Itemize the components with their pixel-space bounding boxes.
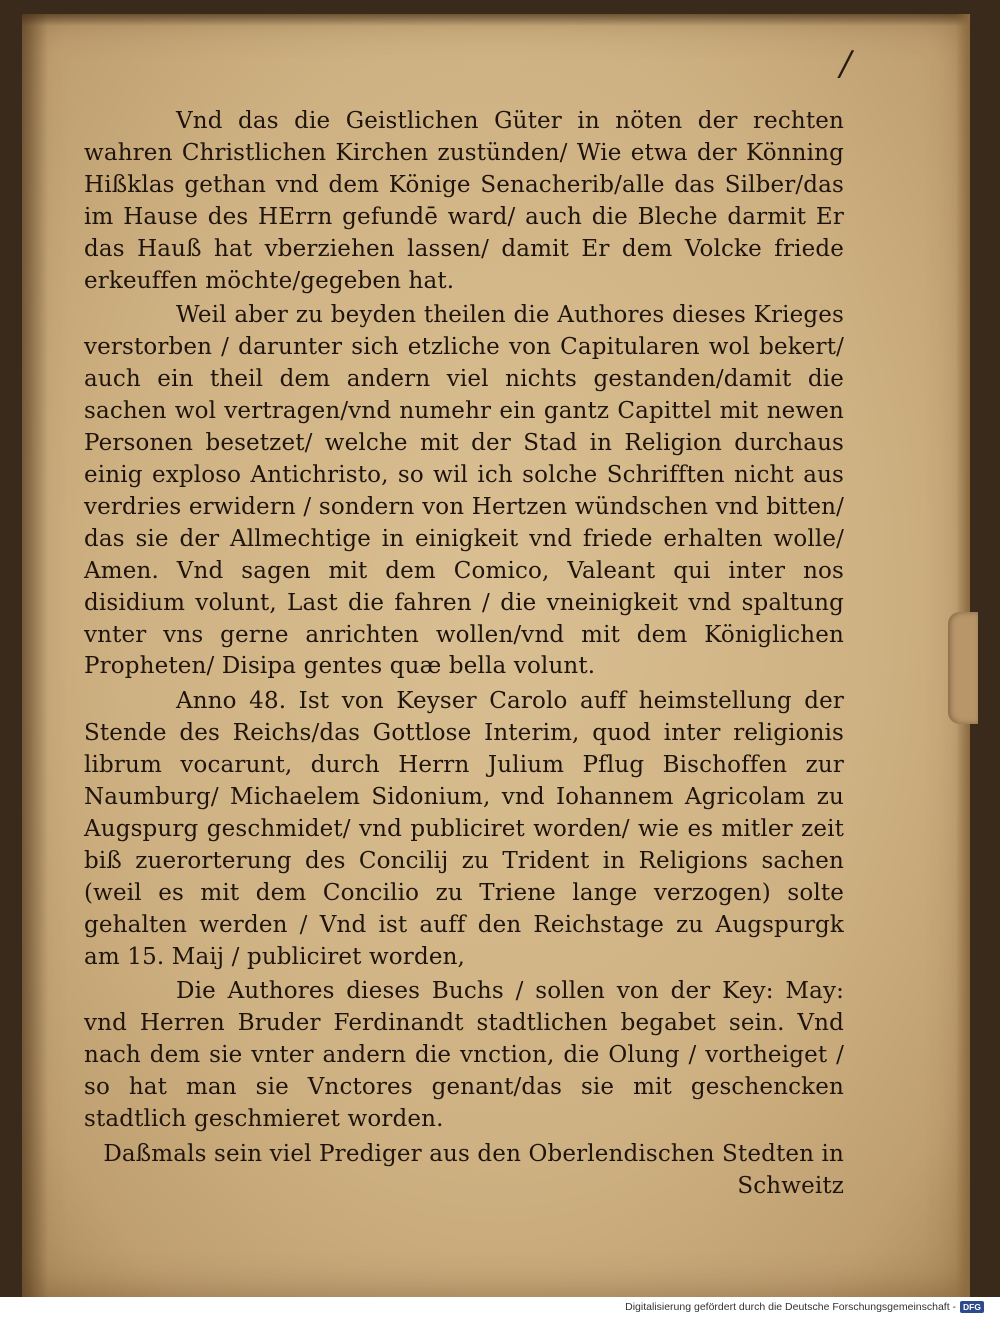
document-page xyxy=(22,14,970,1297)
page-gutter-shadow xyxy=(22,14,48,1297)
body-text xyxy=(84,106,844,1206)
footer-credit-text: Digitalisierung gefördert durch die Deutsche Forschungsgemeinschaft - xyxy=(625,1301,957,1313)
paragraph-2: Weil aber zu beyden theilen die Authores dieses Krieges verstorben / darunter sich etzliche von Capitularen wol bekert/ auch ein theil dem andern viel nichts gestanden/damit die sachen wol vertragen/vnd numehr ein gantz Capittel mit newen Personen besetzet/ welche mit der Stad in Religion durchaus einig exploso Antichristo, so wil ich solche Schrifften nicht aus verdries erwidern / sondern von Hertzen wündschen vnd bitten/ das sie der Allmechtige in einigkeit vnd friede erhalten wolle/ Amen. Vnd sagen mit dem Comico, Valeant qui inter nos disidium volunt, Last die fahren / die vneinigkeit vnd spaltung vnter vns gerne anrichten wollen/vnd mit dem Königlichen Propheten/ Disipa gentes quæ bella volunt. xyxy=(84,302,844,680)
folio-mark: / xyxy=(840,44,852,84)
page-top-shadow xyxy=(22,14,970,26)
digitization-footer xyxy=(0,1297,1000,1317)
paragraph-5: Daßmals sein viel Prediger aus den Oberlendischen Stedten in Schweitz xyxy=(103,1141,844,1199)
page-tab-marker xyxy=(948,612,978,724)
dfg-logo-icon: DFG xyxy=(960,1301,984,1313)
paragraph-1: Vnd das die Geistlichen Güter in nöten der rechten wahren Christlichen Kirchen zustünden/ Wie etwa der Könning Hißklas gethan vnd dem Könige Senacherib/alle das Silber/das im Hause des HErrn gefundē ward/ auch die Bleche darmit Er das Hauß hat vberziehen lassen/ damit Er dem Volcke friede erkeuffen möchte/gegeben hat. xyxy=(84,108,844,294)
paragraph-4: Die Authores dieses Buchs / sollen von der Key: May: vnd Herren Bruder Ferdinandt stadtlichen begabet sein. Vnd nach dem sie vnter andern die vnction, die Olung / vortheiget / so hat man sie Vnctores genant/das sie mit geschencken stadtlich geschmieret worden. xyxy=(84,978,844,1133)
paragraph-3: Anno 48. Ist von Keyser Carolo auff heimstellung der Stende des Reichs/das Gottlose Interim, quod inter religionis librum vocarunt, durch Herrn Julium Pflug Bischoffen zur Naumburg/ Michaelem Sidonium, vnd Iohannem Agricolam zu Augspurg geschmidet/ vnd publiciret worden/ wie es mitler zeit biß zuerorterung des Concilij zu Trident in Religions sachen (weil es mit dem Concilio zu Triene lange verzogen) solte gehalten werden / Vnd ist auff den Reichstage zu Augspurgk am 15. Maij / publiciret worden, xyxy=(84,688,844,970)
